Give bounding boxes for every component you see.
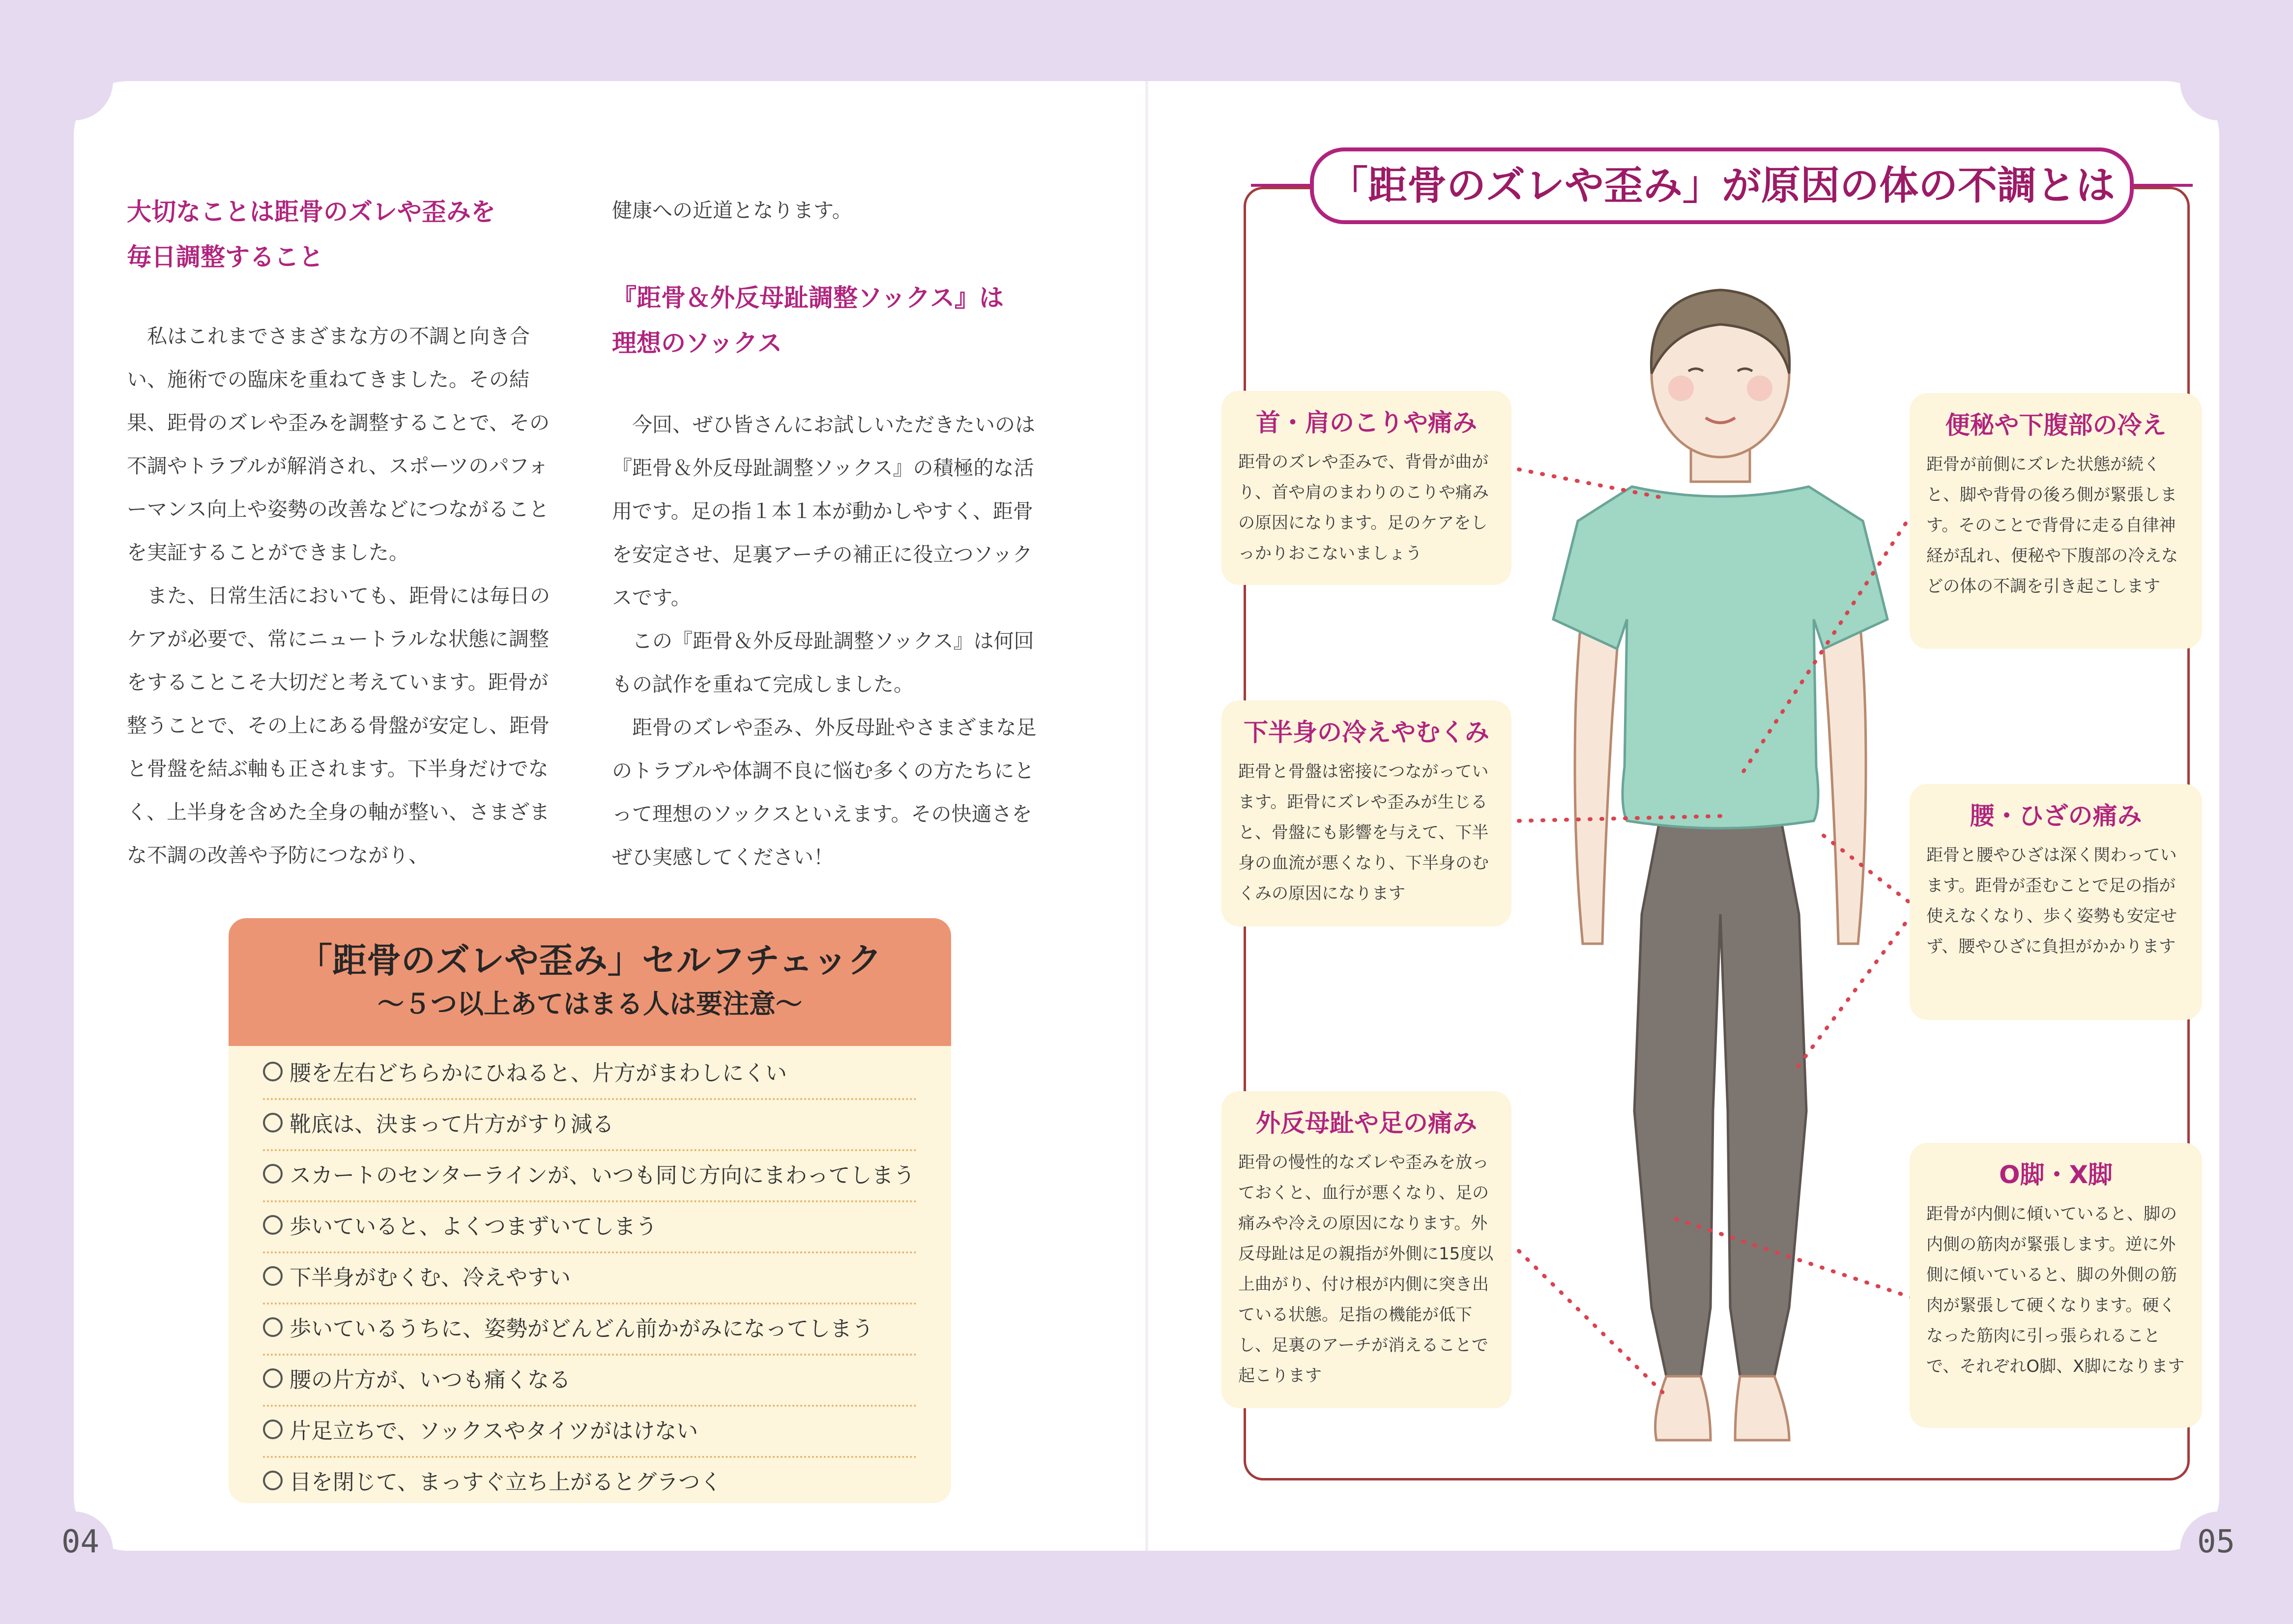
check-item-label: 目を閉じて、まっすぐ立ち上がるとグラつく <box>290 1470 722 1495</box>
callout-text: 距骨と腰やひざは深く関わっています。距骨が歪むことで足の指が使えなくなり、歩く姿勢も安定せず、腰やひざに負担がかかります <box>1926 845 2177 957</box>
paragraph: また、日常生活においても、距骨には毎日のケアが必要で、常にニュートラルな状態に調整をすることこそ大切だと考えています。距骨が整うことで、その上にある骨盤が安定し、距骨と骨盤を結ぶ軸も正されます。下半身だけでなく、上半身を含めた全身の軸が整い、さまざまな不調の改善や予防につながり、 <box>127 584 550 867</box>
self-check-title: 「距骨のズレや歪み」セルフチェック <box>298 940 882 981</box>
check-item-label: 下半身がむくむ、冷えやすい <box>290 1265 571 1290</box>
callout-text: 距骨の慢性的なズレや歪みを放っておくと、血行が悪くなり、足の痛みや冷えの原因になります。外反母趾は足の親指が外側に15度以上曲がり、付け根が内側に突き出ている状態。足指の機能が低下し、足裏のアーチが消えることで起こります <box>1238 1153 1494 1386</box>
callout-lower-body-cold <box>1221 700 1511 927</box>
callout-bunion-foot <box>1221 1091 1511 1408</box>
callout-text: 距骨が内側に傾いていると、脚の内側の筋肉が緊張します。逆に外側に傾いていると、脚の外側の筋肉が緊張して硬くなります。硬くなった筋肉に引っ張られることで、それぞれO脚、X脚になります <box>1926 1204 2185 1376</box>
callout-constipation <box>1910 393 2202 649</box>
check-item-label: 片足立ちで、ソックスやタイツがはけない <box>290 1419 698 1444</box>
paragraph: 私はこれまでさまざまな方の不調と向き合い、施術での臨床を重ねてきました。その結果、距骨のズレや歪みを調整することで、その不調やトラブルが解消され、スポーツのパフォーマンス向上や姿勢の改善などにつながることを実証することができました。 <box>127 324 550 564</box>
callout-title: O脚・X脚 <box>1999 1160 2113 1189</box>
heading-line: 理想のソックス <box>612 329 782 357</box>
paragraph: この『距骨＆外反母趾調整ソックス』は何回もの試作を重ねて完成しました。 <box>612 629 1034 696</box>
callout-title: 首・肩のこりや痛み <box>1256 408 1477 437</box>
check-item-label: スカートのセンターラインが、いつも同じ方向にまわってしまう <box>290 1163 915 1188</box>
paragraph: 今回、ぜひ皆さんにお試しいただきたいのは『距骨＆外反母趾調整ソックス』の積極的な活用です。足の指１本１本が動かしやすく、距骨を安定させ、足裏アーチの補正に役立つソックスです。 <box>612 413 1035 609</box>
self-check-subtitle: ～５つ以上あてはまる人は要注意～ <box>377 988 802 1019</box>
right-page-title-text: 「距骨のズレや歪み」が原因の体の不調とは <box>1329 163 2115 208</box>
callout-text: 距骨が前側にズレた状態が続くと、脚や背骨の後ろ側が緊張します。そのことで背骨に走る自律神経が乱れ、便秘や下腹部の冷えなどの体の不調を引き起こします <box>1926 455 2178 596</box>
heading-line: 毎日調整すること <box>127 243 323 271</box>
callout-neck-shoulder <box>1221 391 1511 585</box>
check-item-label: 腰の片方が、いつも痛くなる <box>290 1367 571 1392</box>
check-item-label: 歩いていると、よくつまずいてしまう <box>290 1214 657 1239</box>
callout-title: 下半身の冷えやむくみ <box>1244 718 1489 747</box>
paragraph: 健康への近道となります。 <box>612 199 852 222</box>
check-item-label: 靴底は、決まって片方がすり減る <box>290 1112 614 1137</box>
callout-back-knee <box>1910 784 2202 1020</box>
callout-title: 腰・ひざの痛み <box>1970 802 2142 830</box>
heading-line: 大切なことは距骨のズレや歪みを <box>127 198 495 226</box>
heading-line: 『距骨＆外反母趾調整ソックス』は <box>612 284 1004 312</box>
callout-title: 外反母趾や足の痛み <box>1256 1109 1477 1137</box>
callout-text: 距骨のズレや歪みで、背骨が曲がり、首や肩のまわりのこりや痛みの原因になります。足のケアをしっかりおこないましょう <box>1238 452 1489 563</box>
callout-bowleg-knockknee <box>1910 1143 2202 1428</box>
page-number-left: 04 <box>61 1524 100 1560</box>
paragraph: 距骨のズレや歪み、外反母趾やさまざまな足のトラブルや体調不良に悩む多くの方たちにとって理想のソックスといえます。その快適さをぜひ実感してください！ <box>612 716 1037 869</box>
callout-title: 便秘や下腹部の冷え <box>1945 411 2167 439</box>
callout-text: 距骨と骨盤は密接につながっています。距骨にズレや歪みが生じると、骨盤にも影響を与えて、下半身の血流が悪くなり、下半身のむくみの原因になります <box>1238 762 1489 903</box>
page-number-right: 05 <box>2197 1524 2235 1560</box>
check-item-label: 腰を左右どちらかにひねると、片方がまわしにくい <box>290 1061 787 1086</box>
check-item-label: 歩いているうちに、姿勢がどんどん前かがみになってしまう <box>290 1316 873 1341</box>
